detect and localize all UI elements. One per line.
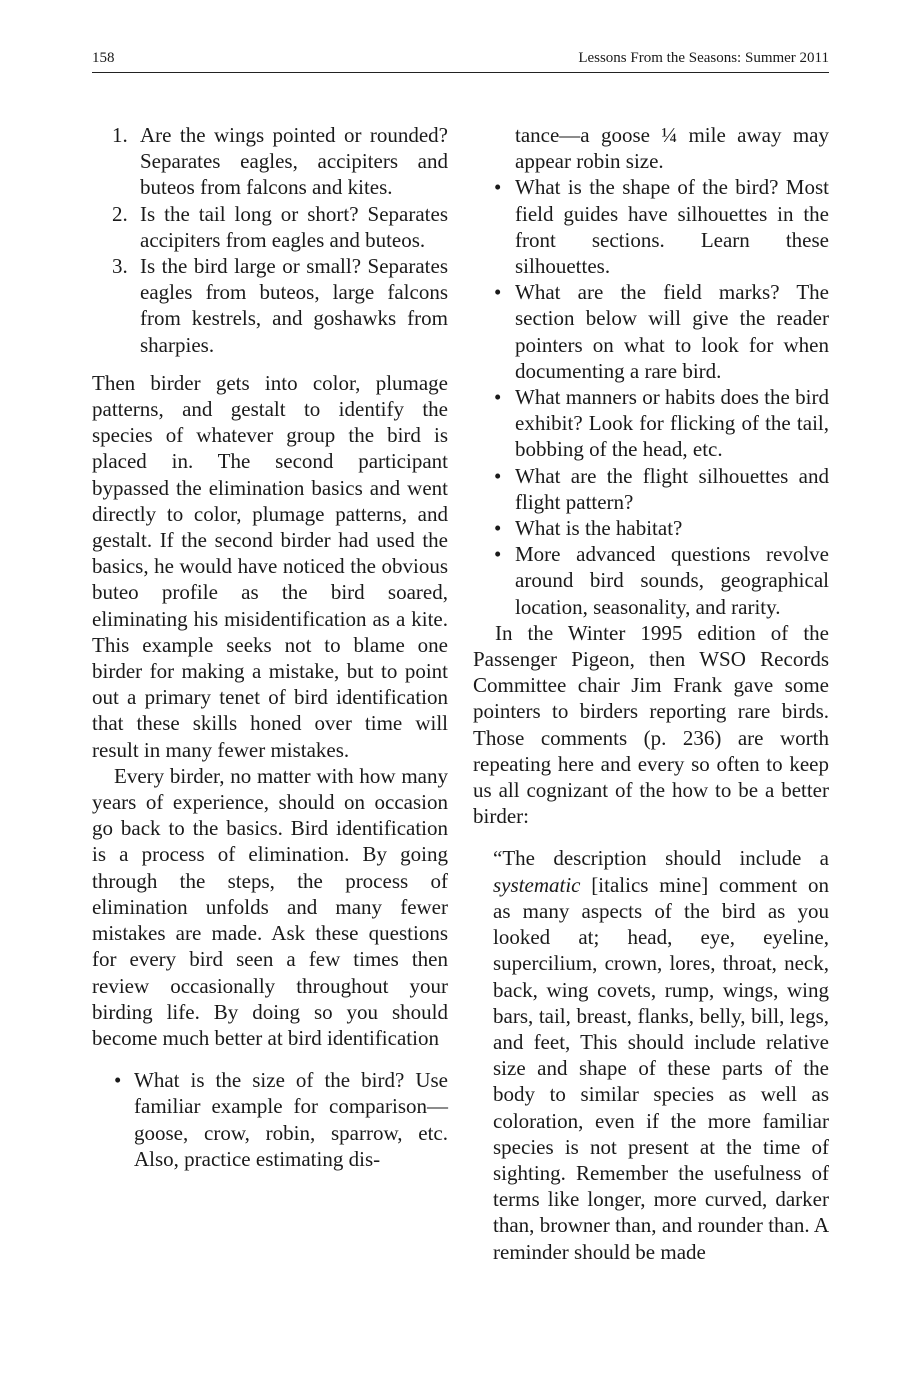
bullet-icon: • xyxy=(494,175,502,200)
item-text: Is the bird large or small? Separates eagles from buteos, large falcons from kestrels, and goshawks from sharpies. xyxy=(140,254,448,357)
bullet-item xyxy=(473,174,829,279)
bullet-continuation: tance—a goose ¼ mile away may appear robin size. xyxy=(515,123,829,174)
body-paragraph: Every birder, no matter with how many years of experience, should on occasion go back to the basics. Bird identification is a process of elimination. By going through the steps, the process of elimination unfolds and many fewer mistakes are made. Ask these questions for every bird seen a few times then review occasionally throughout your birding life. By doing so you should become much better at bird identification xyxy=(92,763,448,1050)
numbered-item xyxy=(92,253,448,358)
bullet-text: What are the flight silhouettes and flight pattern? xyxy=(515,463,829,514)
right-column xyxy=(473,122,829,1265)
bullet-item xyxy=(473,279,829,384)
body-paragraph: In the Winter 1995 edition of the Passenger Pigeon, then WSO Records Committee chair Jim Frank gave some pointers to birders reporting rare birds. Those comments (p. 236) are worth repeating here and every so often to keep us all cognizant of the how to be a better birder: xyxy=(473,620,829,829)
item-number: 2. xyxy=(112,201,128,226)
bullet-item xyxy=(92,1067,448,1172)
bullet-text: What is the size of the bird? Use familiar example for comparison—goose, crow, robin, sparrow, etc. Also, practice estimating dis- xyxy=(134,1068,448,1171)
quote-italic-word: systematic xyxy=(493,872,581,897)
bullet-icon: • xyxy=(494,385,502,410)
running-header xyxy=(92,50,829,73)
bullet-icon: • xyxy=(494,516,502,541)
left-column xyxy=(92,122,448,1172)
body-paragraph: Then birder gets into color, plumage patterns, and gestalt to identify the species of whatever group the bird is placed in. The second participant bypassed the elimination basics and went directly to color, plumage patterns, and gestalt. If the second birder had used the basics, he would have noticed the obvious buteo profile as the bird soared, eliminating his misidentification as a kite. This example seeks not to blame one birder for making a mistake, but to point out a primary tenet of bird identification that these skills honed over time will result in many fewer mistakes. xyxy=(92,370,448,762)
bullet-item xyxy=(473,463,829,515)
page-number: 158 xyxy=(92,50,115,66)
bullet-text: What is the habitat? xyxy=(515,516,683,541)
numbered-item xyxy=(92,201,448,253)
bullet-item xyxy=(473,541,829,620)
item-number: 3. xyxy=(112,254,128,279)
bullet-text: What is the shape of the bird? Most field guides have silhouettes in the front sections. Learn these silhouettes. xyxy=(515,175,829,279)
numbered-item xyxy=(92,122,448,201)
bullet-item xyxy=(473,384,829,463)
bullet-text: What are the field marks? The section below will give the reader pointers on what to look for when documenting a rare bird. xyxy=(515,280,829,383)
bullet-icon: • xyxy=(494,280,502,305)
bullet-text: What manners or habits does the bird exhibit? Look for flicking of the tail, bobbing of the head, etc. xyxy=(515,385,829,462)
bullet-icon: • xyxy=(494,463,502,488)
bullet-list xyxy=(473,174,829,619)
bullet-list xyxy=(92,1067,448,1172)
item-number: 1. xyxy=(112,123,128,147)
numbered-list xyxy=(92,122,448,358)
quote-text-rest: [italics mine] comment on as many aspects of the bird as you looked at; head, eye, eyeline, supercilium, crown, lores, throat, neck, back, wing covets, rump, wings, wing bars, tail, breast, flanks, belly, bill, legs, and feet, This should include relative size and shape of these parts of the body to similar species as well as coloration, even if the more familiar species is not present at the time of sighting. Remember the usefulness of terms like longer, more curved, darker than, browner than, and rounder than. A reminder should be made xyxy=(493,872,829,1264)
item-text: Are the wings pointed or rounded? Separates eagles, accipiters and buteos from falcons and kites. xyxy=(140,123,448,200)
bullet-text: More advanced questions revolve around bird sounds, geographical location, seasonality, and rarity. xyxy=(515,542,829,619)
quote-text-start: “The description should include a xyxy=(493,846,829,871)
running-title: Lessons From the Seasons: Summer 2011 xyxy=(578,50,829,66)
block-quote xyxy=(473,845,829,1264)
item-text: Is the tail long or short? Separates accipiters from eagles and buteos. xyxy=(140,201,448,252)
bullet-icon: • xyxy=(494,542,502,567)
bullet-icon: • xyxy=(114,1068,122,1093)
bullet-item xyxy=(473,515,829,541)
